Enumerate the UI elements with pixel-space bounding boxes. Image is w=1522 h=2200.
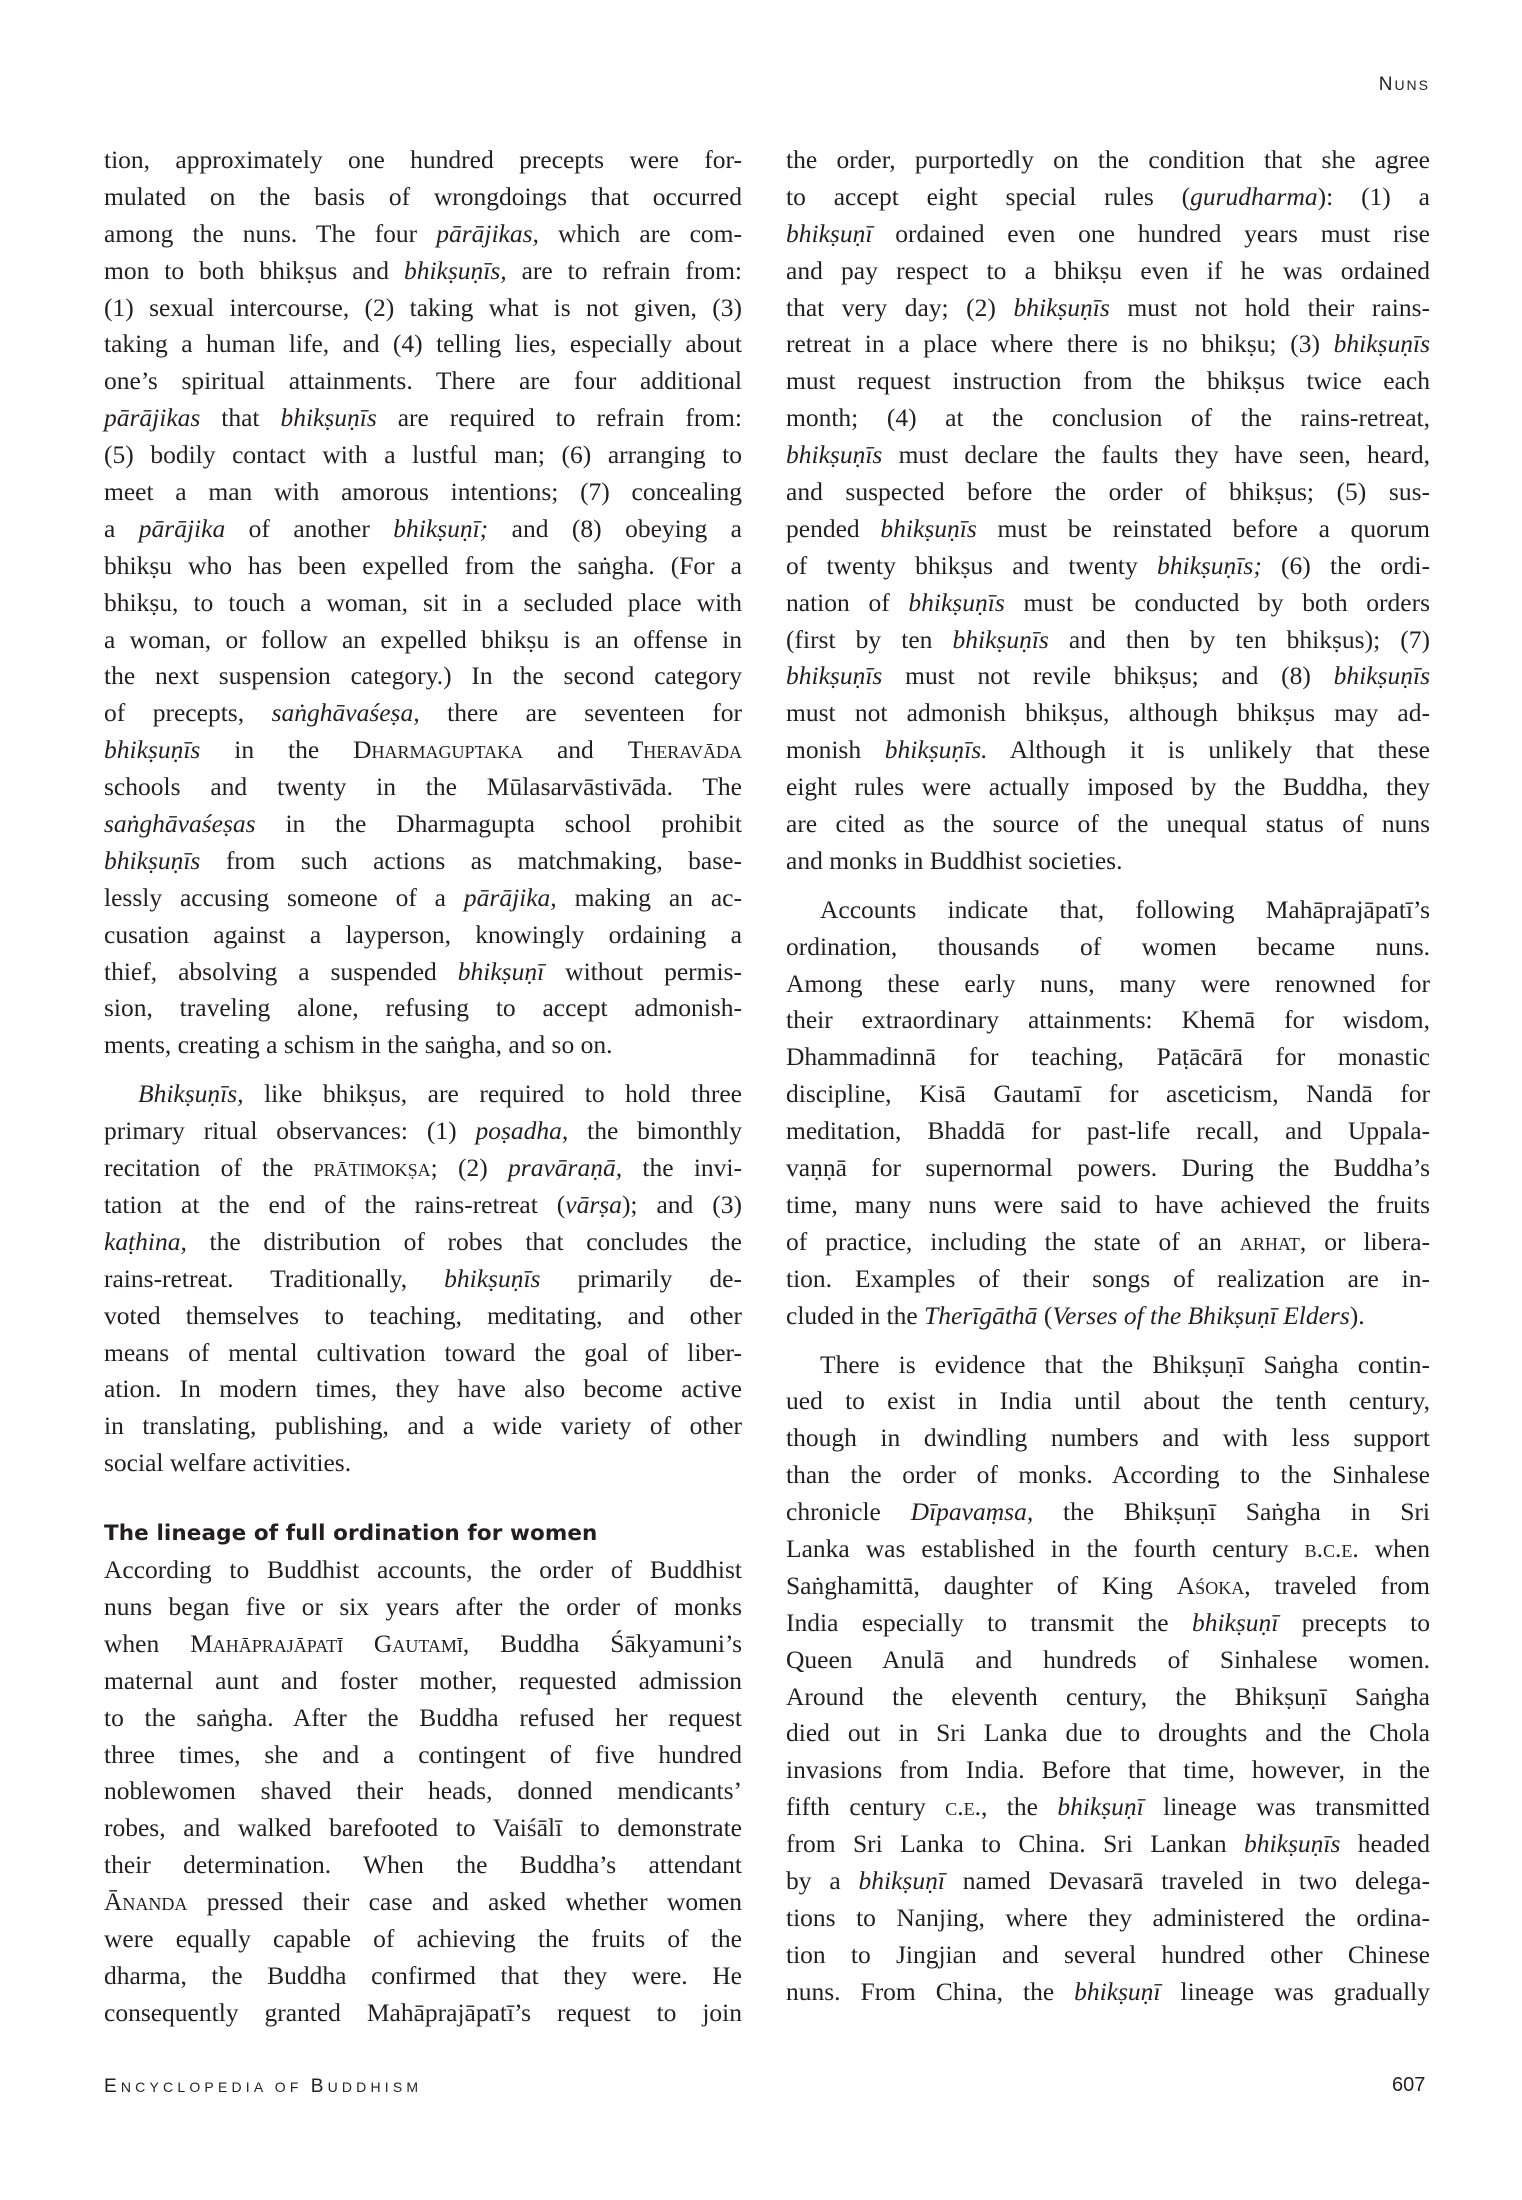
text-line [786,1679,1430,1716]
text-run: lineage was transmitted [1143,1792,1430,1822]
text-line [786,1039,1430,1076]
italic-term: bhikṣuṇīs [1244,1829,1341,1859]
text-run: the order, purportedly on the condition that she agree [786,145,1430,174]
text-run: of precepts, [104,698,272,728]
text-line [104,695,742,732]
text-run: , traveled from [1244,1570,1430,1600]
text-run: must be conducted by both orders [1004,587,1431,617]
text-line [104,474,742,511]
text-run: there are seventeen for [419,698,742,728]
text-line [786,658,1430,695]
italic-term: saṅghāvaśeṣa, [271,698,420,728]
text-line [786,1900,1430,1937]
text-run: headed [1340,1829,1430,1859]
text-line [104,1847,742,1884]
paragraph [104,1552,742,2032]
text-line [786,1113,1430,1150]
italic-term: bhikṣuṇīs. [884,735,988,765]
text-run: (1) sexual intercourse, (2) taking what is not given, (3) [104,292,742,322]
italic-term: bhikṣuṇīs [786,440,883,470]
text-run: must not revile bhikṣus; and (8) [882,661,1334,691]
text-run: Around the eleventh century, the Bhikṣuṇī Saṅgha [786,1681,1430,1711]
text-run: primarily de- [540,1263,742,1293]
text-line [786,1974,1430,2011]
text-line [104,1113,742,1150]
text-run: in translating, publishing, and a wide variety of other [104,1411,742,1441]
text-line [104,1298,742,1335]
text-line [786,1642,1430,1679]
text-run: (6) the ordi- [1261,550,1430,580]
text-run: their extraordinary attainments: Khemā for wisdom, [786,1005,1430,1035]
text-run: thief, absolving a suspended [104,956,458,986]
text-line [104,400,742,437]
text-line [104,622,742,659]
text-run: the Bhikṣuṇī Saṅgha in Sri [1033,1497,1430,1527]
text-line [786,1298,1430,1335]
text-run: are to refrain from: [506,255,742,285]
text-run: though in dwindling numbers and with less support [786,1423,1430,1453]
running-head-initial: N [1378,74,1395,95]
text-run: lessly accusing someone of a [104,882,464,912]
text-line [786,1863,1430,1900]
text-line [786,548,1430,585]
cross-reference: arhat [1239,1226,1300,1256]
text-line [104,1884,742,1921]
text-line [786,1715,1430,1752]
text-run: of practice, including the state of an [786,1226,1240,1256]
text-run: , Buddha Śākyamuni’s [462,1628,743,1658]
paragraph [786,142,1430,880]
text-run: Dhammadinnā for teaching, Paṭācārā for monastic [786,1042,1430,1072]
text-run: must declare the faults they have seen, heard, [882,440,1430,470]
text-line [786,1150,1430,1187]
text-run: means of mental cultivation toward the goal of liber- [104,1337,742,1367]
text-line [786,1261,1430,1298]
text-run: that very day; (2) [786,292,1014,322]
text-line [786,179,1430,216]
text-run: vaṇṇā for supernormal powers. During the Buddha’s [786,1153,1430,1183]
italic-term: bhikṣuṇī [1191,1607,1279,1637]
paragraph [104,1076,742,1482]
italic-term: Dīpavaṃsa, [910,1497,1034,1527]
text-run: to the saṅgha. After the Buddha refused her request [104,1702,742,1732]
text-line [786,1187,1430,1224]
running-head-rest: UNS [1394,77,1430,93]
text-run: named Devasarā traveled in two delega- [944,1865,1430,1895]
text-run: time, many nuns were said to have achieved the fruits [786,1189,1430,1219]
text-run: meet a man with amorous intentions; (7) concealing [104,477,742,507]
text-line [104,585,742,622]
text-run: tion, approximately one hundred precepts were for- [104,145,742,174]
text-line [786,1224,1430,1261]
text-run: the next suspension category.) In the second category [104,661,742,691]
text-run: ; (2) [430,1153,509,1183]
text-run: Lanka was established in the fourth century [786,1533,1305,1563]
text-line [104,990,742,1027]
italic-term: bhikṣuṇīs [786,661,883,691]
text-line [786,1347,1430,1384]
text-line [786,806,1430,843]
text-run: schools and twenty in the Mūlasarvāstivāda. The [104,772,742,802]
text-run: Among these early nuns, many were renowned for [786,968,1430,998]
text-run: cusation against a layperson, knowingly ordaining a [104,919,742,949]
text-run: and pay respect to a bhikṣu even if he was ordained [786,255,1430,285]
text-run: and suspected before the order of bhikṣus; (5) sus- [786,477,1430,507]
text-run: mulated on the basis of wrongdoings that occurred [104,181,742,211]
text-line [786,1826,1430,1863]
text-run: , or libera- [1299,1226,1430,1256]
italic-term: bhikṣuṇīs; [1156,550,1262,580]
italic-term: bhikṣuṇīs [1333,661,1430,691]
cross-reference: prātimokṣa [313,1153,431,1183]
text-run: ordination, thousands of women became nuns. [786,931,1430,961]
text-run: tion to Jingjian and several hundred other Chinese [786,1939,1430,1969]
text-run: According to Buddhist accounts, the order of Buddhist [104,1555,742,1585]
text-run: voted themselves to teaching, meditating, and other [104,1300,742,1330]
text-run: nuns began five or six years after the order of monks [104,1591,742,1621]
cross-reference: Dharmaguptaka [353,735,524,765]
cross-reference: Aśoka [1176,1570,1245,1600]
italic-term: Therīgāthā [924,1300,1038,1330]
text-run: rains-retreat. Traditionally, [104,1263,445,1293]
text-line [104,1737,742,1774]
text-run: a woman, or follow an expelled bhikṣu is an offense in [104,624,742,654]
text-run: ). [1349,1300,1365,1330]
text-line [104,290,742,327]
italic-term: bhikṣuṇī [1074,1976,1161,2006]
text-run: India especially to transmit the [786,1607,1192,1637]
cross-reference: Mahāprajāpatī Gautamī [190,1628,463,1658]
text-run: nation of [786,587,909,617]
text-run: one’s spiritual attainments. There are four additional [104,366,742,396]
italic-term: bhikṣuṇīs [1333,329,1430,359]
text-run: mon to both bhikṣus and [104,255,404,285]
text-line [786,1789,1430,1826]
text-run: the invi- [622,1153,742,1183]
text-line [786,1002,1430,1039]
text-run: nuns. From China, the [786,1976,1075,2006]
text-line [104,917,742,954]
text-line [786,1937,1430,1974]
text-line [104,1335,742,1372]
text-run: ); and (3) [621,1189,742,1219]
cross-reference: Ānanda [104,1887,188,1917]
text-run: of another [225,513,394,543]
text-run: the bimonthly [568,1116,742,1146]
italic-term: pārājika, [463,882,557,912]
text-run: like bhikṣus, are required to hold three [243,1079,742,1109]
text-run: must request instruction from the bhikṣus twice each [786,366,1430,396]
italic-term: vārṣa [565,1189,622,1219]
text-line [786,1457,1430,1494]
text-run: than the order of monks. According to the Sinhalese [786,1460,1430,1490]
text-run: must be reinstated before a quorum [976,513,1430,543]
footer-book-title [104,2076,422,2098]
text-line [786,966,1430,1003]
text-line [104,1921,742,1958]
text-line [786,1494,1430,1531]
text-line [786,1752,1430,1789]
text-run: monish [786,735,885,765]
text-line [104,1371,742,1408]
cross-reference: c.e. [945,1792,981,1822]
text-run: ued to exist in India until about the tenth century, [786,1386,1430,1416]
italic-term: poṣadha, [475,1116,569,1146]
text-line [104,1958,742,1995]
paragraph [786,1347,1430,2011]
text-line [104,880,742,917]
italic-term: bhikṣuṇī [1057,1792,1144,1822]
text-line [786,695,1430,732]
text-line [786,142,1430,179]
text-line [786,253,1430,290]
text-line [786,1076,1430,1113]
text-line [104,1187,742,1224]
text-run: pressed their case and asked whether women [187,1887,742,1917]
italic-term: pārājikas, [436,218,539,248]
text-run: fifth century [786,1792,946,1822]
text-run: cluded in the [786,1300,925,1330]
text-line [786,400,1430,437]
italic-term: gurudharma [1190,181,1318,211]
text-run: to accept eight special rules ( [786,181,1191,211]
text-line [104,1445,742,1482]
text-run: tion. Examples of their songs of realization are in- [786,1263,1430,1293]
text-line [104,954,742,991]
cross-reference: Theravāda [627,735,742,765]
text-run: without permis- [544,956,742,986]
text-run: (5) bodily contact with a lustful man; (6) arranging to [104,440,742,470]
text-line [104,1810,742,1847]
italic-term: bhikṣuṇīs [444,1263,541,1293]
text-line [786,326,1430,363]
text-line [104,1224,742,1261]
text-line [786,474,1430,511]
italic-term: kaṭhina, [104,1226,187,1256]
italic-term: pārājikas [104,403,201,433]
italic-term: pravāraṇā, [508,1153,623,1183]
text-run: social welfare activities. [104,1448,352,1478]
text-line [104,1773,742,1810]
text-run: discipline, Kisā Gautamī for asceticism, Nandā for [786,1079,1430,1109]
text-run: , the [980,1792,1058,1822]
text-run: dharma, the Buddha confirmed that they were. He [104,1960,742,1990]
text-run: noblewomen shaved their heads, donned mendicants’ [104,1776,742,1806]
text-run: Although it is unlikely that these [987,735,1431,765]
text-line [104,806,742,843]
footer-title-initial-2: B [310,2076,328,2097]
text-line [786,1531,1430,1568]
text-run: from Sri Lanka to China. Sri Lankan [786,1829,1245,1859]
text-run: pended [786,513,881,543]
text-run: primary ritual observances: (1) [104,1116,476,1146]
italic-term: bhikṣuṇīs [952,624,1049,654]
text-run: from such actions as matchmaking, base- [200,845,742,875]
text-run: Accounts indicate that, following Mahāprajāpatī’s [820,894,1430,924]
text-run: must not hold their rains- [1109,292,1430,322]
text-run: (first by ten [786,624,953,654]
text-run: are cited as the source of the unequal status of nuns [786,809,1430,839]
italic-term: bhikṣuṇīs [1013,292,1110,322]
text-line [104,1552,742,1589]
footer-title-rest-2: UDDHISM [327,2079,423,2095]
paragraph [104,142,742,1064]
text-run: are required to refrain from: [376,403,742,433]
text-line [104,142,742,179]
text-line [786,929,1430,966]
text-run: which are com- [538,218,742,248]
text-line [786,732,1430,769]
italic-term: bhikṣuṇīs [104,735,201,765]
italic-term: Bhikṣuṇīs, [138,1079,244,1109]
text-run: month; (4) at the conclusion of the rains-retreat, [786,403,1430,433]
text-line [786,892,1430,929]
text-run: and monks in Buddhist societies. [786,845,1123,875]
text-line [104,1408,742,1445]
text-run: in the Dharmagupta school prohibit [255,809,742,839]
footer-title-rest-1: NCYCLOPEDIA OF [120,2079,311,2095]
running-head [1379,74,1430,96]
section-heading: The lineage of full ordination for women [104,1521,598,1547]
text-line [104,363,742,400]
paragraph [786,892,1430,1335]
text-run: the distribution of robes that concludes the [186,1226,742,1256]
text-run: ): (1) a [1317,181,1430,211]
text-line [104,1261,742,1298]
text-run: ation. In modern times, they have also become active [104,1374,742,1404]
text-line [104,437,742,474]
text-line [104,1076,742,1113]
italic-term: bhikṣuṇī; [393,513,489,543]
text-run: ( [1037,1300,1053,1330]
text-line [104,1589,742,1626]
text-line [104,326,742,363]
text-line [786,585,1430,622]
text-run: eight rules were actually imposed by the Buddha, they [786,772,1430,802]
text-run: bhikṣu, to touch a woman, sit in a secluded place with [104,587,742,617]
text-run: bhikṣu who has been expelled from the saṅgha. (For a [104,550,742,580]
text-run: precepts to [1278,1607,1431,1637]
italic-term: bhikṣuṇī [858,1865,945,1895]
text-run: among the nuns. The four [104,218,437,248]
text-line [104,1626,742,1663]
italic-term: bhikṣuṇī [786,218,873,248]
text-run: that [200,403,281,433]
text-line [786,511,1430,548]
text-line [104,843,742,880]
text-run: three times, she and a contingent of five hundred [104,1739,742,1769]
text-run: by a [786,1865,859,1895]
text-run: tation at the end of the rains-retreat ( [104,1189,566,1219]
text-line [786,622,1430,659]
text-run: died out in Sri Lanka due to droughts and the Chola [786,1718,1430,1748]
text-line [104,179,742,216]
text-run: invasions from India. Before that time, however, in the [786,1755,1430,1785]
text-run: making an ac- [556,882,742,912]
text-line [786,216,1430,253]
text-run: maternal aunt and foster mother, requested admission [104,1665,742,1695]
text-run: were equally capable of achieving the fruits of the [104,1923,742,1953]
text-line [104,1150,742,1187]
text-line [786,437,1430,474]
text-line [104,216,742,253]
footer-title-initial-1: E [104,2076,121,2097]
text-line [104,253,742,290]
text-line [104,1663,742,1700]
text-line [104,732,742,769]
text-run: when [104,1628,191,1658]
text-run: taking a human life, and (4) telling lies, especially about [104,329,742,359]
italic-term: pārājika [138,513,226,543]
text-run: sion, traveling alone, refusing to accept admonish- [104,993,742,1023]
text-run: consequently granted Mahāprajāpatī’s request to join [104,1997,742,2027]
text-line [786,1420,1430,1457]
italic-term: bhikṣuṇīs [104,845,201,875]
text-line [786,1383,1430,1420]
cross-reference: b.c.e. [1304,1533,1359,1563]
text-run: ordained even one hundred years must rise [872,218,1430,248]
text-run: a [104,513,139,543]
text-run: and then by ten bhikṣus); (7) [1048,624,1430,654]
italic-term: bhikṣuṇī [457,956,545,986]
italic-term: bhikṣuṇīs, [403,255,507,285]
text-line [104,1027,742,1064]
text-run: Queen Anulā and hundreds of Sinhalese women. [786,1644,1430,1674]
text-run: robes, and walked barefooted to Vaiśālī to demonstrate [104,1813,742,1843]
text-run: ments, creating a schism in the saṅgha, and so on. [104,1030,613,1060]
text-run: their determination. When the Buddha’s attendant [104,1850,742,1880]
text-line [104,658,742,695]
text-line [786,1568,1430,1605]
italic-term: saṅghāvaśeṣas [104,809,256,839]
text-run: chronicle [786,1497,911,1527]
text-line [786,290,1430,327]
text-run: recitation of the [104,1153,314,1183]
text-line [786,843,1430,880]
text-run: of twenty bhikṣus and twenty [786,550,1157,580]
italic-term: bhikṣuṇīs [908,587,1005,617]
italic-term: bhikṣuṇīs [880,513,977,543]
right-column [786,142,1430,2011]
text-run: retreat in a place where there is no bhikṣu; (3) [786,329,1334,359]
text-run: tions to Nanjing, where they administered the ordina- [786,1902,1430,1932]
text-run: when [1358,1533,1431,1563]
text-line [104,1995,742,2032]
text-run: lineage was gradually [1160,1976,1431,2006]
text-run: and [523,735,628,765]
text-line [786,363,1430,400]
page-number: 607 [1392,2074,1426,2096]
text-run: meditation, Bhaddā for past-life recall, and Uppala- [786,1116,1430,1146]
text-run: Saṅghamittā, daughter of King [786,1570,1177,1600]
italic-term: bhikṣuṇīs [280,403,377,433]
text-line [104,511,742,548]
text-run: in the [200,735,354,765]
text-line [104,1700,742,1737]
left-column [104,142,742,2032]
text-line [104,769,742,806]
text-line [786,769,1430,806]
text-run: There is evidence that the Bhikṣuṇī Saṅgha contin- [820,1349,1430,1379]
text-line [786,1605,1430,1642]
text-run: must not admonish bhikṣus, although bhikṣus may ad- [786,698,1430,728]
text-run: and (8) obeying a [488,513,742,543]
text-line [104,548,742,585]
italic-term: Verses of the Bhikṣuṇī Elders [1052,1300,1350,1330]
